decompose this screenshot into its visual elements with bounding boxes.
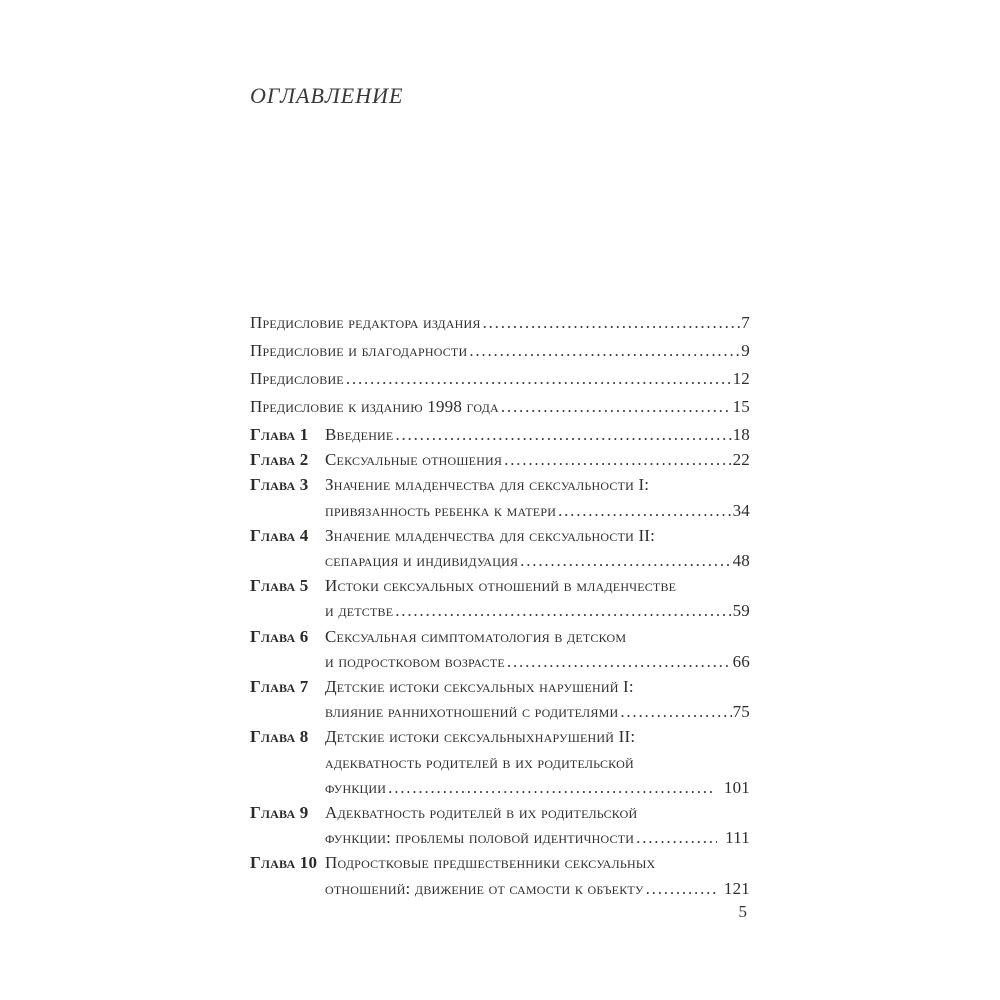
- dot-leader: [346, 366, 732, 391]
- table-of-contents: [250, 310, 750, 901]
- dot-leader: [646, 876, 716, 901]
- entry-text: Предисловие и благодарности: [250, 341, 468, 360]
- chapter-label: Глава 6: [250, 626, 309, 646]
- dot-leader: [620, 699, 731, 724]
- entry-title: [325, 422, 750, 447]
- page-ref: 75: [732, 702, 750, 722]
- dot-leader: [483, 310, 741, 335]
- entry-title: [250, 310, 750, 335]
- dot-leader: [520, 548, 731, 573]
- page-ref: 12: [732, 369, 750, 388]
- entry-line: Детские истоки сексуальных нарушений I:: [325, 677, 634, 697]
- page-ref: 59: [732, 601, 750, 621]
- entry-line: [325, 775, 750, 800]
- folio-page-number: 5: [738, 902, 747, 921]
- entry-line: [250, 310, 750, 335]
- dot-leader: [501, 394, 732, 419]
- chapter-label: Глава 1: [250, 425, 309, 444]
- entry-title: [325, 573, 750, 623]
- dot-leader: [636, 825, 717, 850]
- entry-title: [325, 624, 750, 674]
- entry-text: Предисловие редактора издания: [250, 313, 481, 332]
- entry-text: и подростковом возрасте: [325, 651, 505, 671]
- entry-text: сепарация и индивидуация: [325, 551, 519, 571]
- entry-line: [325, 649, 750, 674]
- page-ref: 101: [723, 777, 750, 797]
- entry-line: Значение младенчества для сексуальности II:: [325, 525, 656, 545]
- page-ref: 18: [732, 425, 750, 444]
- page-ref: 111: [725, 828, 750, 848]
- entry-title: [325, 447, 750, 472]
- dot-leader: [388, 775, 716, 800]
- chapter-label: Глава 7: [250, 677, 309, 697]
- entry-text: Предисловие к изданию 1998 года: [250, 397, 499, 416]
- toc-entry: [250, 850, 750, 900]
- entry-line: [325, 825, 750, 850]
- dot-leader: [395, 422, 731, 447]
- dot-leader: [558, 498, 732, 523]
- toc-entry: [250, 800, 750, 850]
- entry-text: Введение: [325, 425, 394, 444]
- toc-entry: [250, 447, 750, 472]
- chapter-label: Глава 9: [250, 803, 309, 823]
- entry-line: адекватность родителей в их родительской: [325, 752, 634, 772]
- contents-title: ОГЛАВЛЕНИЕ: [250, 83, 404, 108]
- chapter-label: Глава 8: [250, 727, 309, 747]
- page-ref: 15: [732, 397, 750, 416]
- chapter-label: Глава 10: [250, 853, 318, 873]
- page-ref: 121: [723, 878, 750, 898]
- dot-leader: [507, 649, 732, 674]
- entry-text: функции: проблемы половой идентичности: [325, 828, 635, 848]
- entry-line: Детские истоки сексуальныхнарушений II:: [325, 727, 636, 747]
- entry-title: [250, 394, 750, 419]
- entry-line: Сексуальная симптоматология в детском: [325, 626, 627, 646]
- page-ref: 48: [732, 551, 750, 571]
- toc-entry: [250, 338, 750, 363]
- page-ref: 66: [732, 651, 750, 671]
- entry-text: влияние раннихотношений с родителями: [325, 702, 619, 722]
- entry-text: и детстве: [325, 601, 394, 621]
- toc-entry: [250, 624, 750, 674]
- entry-line: [325, 876, 750, 901]
- toc-entry: [250, 724, 750, 800]
- toc-entry: [250, 366, 750, 391]
- page-ref: 9: [741, 341, 750, 360]
- toc-entry: [250, 472, 750, 522]
- entry-text: Сексуальные отношения: [325, 450, 503, 470]
- entry-title: [325, 472, 750, 522]
- entry-line: [250, 338, 750, 363]
- entry-text: отношений: движение от самости к объекту: [325, 878, 644, 898]
- entry-title: [325, 523, 750, 573]
- entry-text: привязанность ребенка к матери: [325, 500, 557, 520]
- entry-line: [325, 598, 750, 623]
- entry-title: [325, 850, 750, 900]
- entry-title: [325, 674, 750, 724]
- entry-line: [325, 447, 750, 472]
- entry-line: [250, 366, 750, 391]
- dot-leader: [469, 338, 740, 363]
- dot-leader: [395, 598, 731, 623]
- entry-line: Значение младенчества для сексуальности I:: [325, 475, 650, 495]
- chapter-label: Глава 3: [250, 475, 309, 495]
- toc-entry: [250, 674, 750, 724]
- toc-entry: [250, 310, 750, 335]
- toc-entry: [250, 422, 750, 447]
- entry-line: [250, 394, 750, 419]
- chapter-label: Глава 5: [250, 576, 309, 596]
- entry-title: [325, 800, 750, 850]
- page-ref: 34: [732, 500, 750, 520]
- toc-entry: [250, 573, 750, 623]
- entry-line: [325, 498, 750, 523]
- entry-line: Истоки сексуальных отношений в младенчестве: [325, 576, 677, 596]
- entry-line: [325, 422, 750, 447]
- entry-text: Предисловие: [250, 369, 344, 388]
- toc-entry: [250, 394, 750, 419]
- chapter-label: Глава 4: [250, 525, 309, 545]
- entry-text: функции: [325, 777, 387, 797]
- entry-line: [325, 548, 750, 573]
- page-ref: 7: [741, 313, 750, 332]
- entry-title: [325, 724, 750, 800]
- entry-line: Адекватность родителей в их родительской: [325, 803, 638, 823]
- entry-title: [250, 366, 750, 391]
- dot-leader: [504, 447, 731, 472]
- page-ref: 22: [732, 450, 750, 470]
- entry-line: [325, 699, 750, 724]
- chapter-label: Глава 2: [250, 450, 309, 470]
- toc-entry: [250, 523, 750, 573]
- entry-line: Подростковые предшественники сексуальных: [325, 853, 656, 873]
- entry-title: [250, 338, 750, 363]
